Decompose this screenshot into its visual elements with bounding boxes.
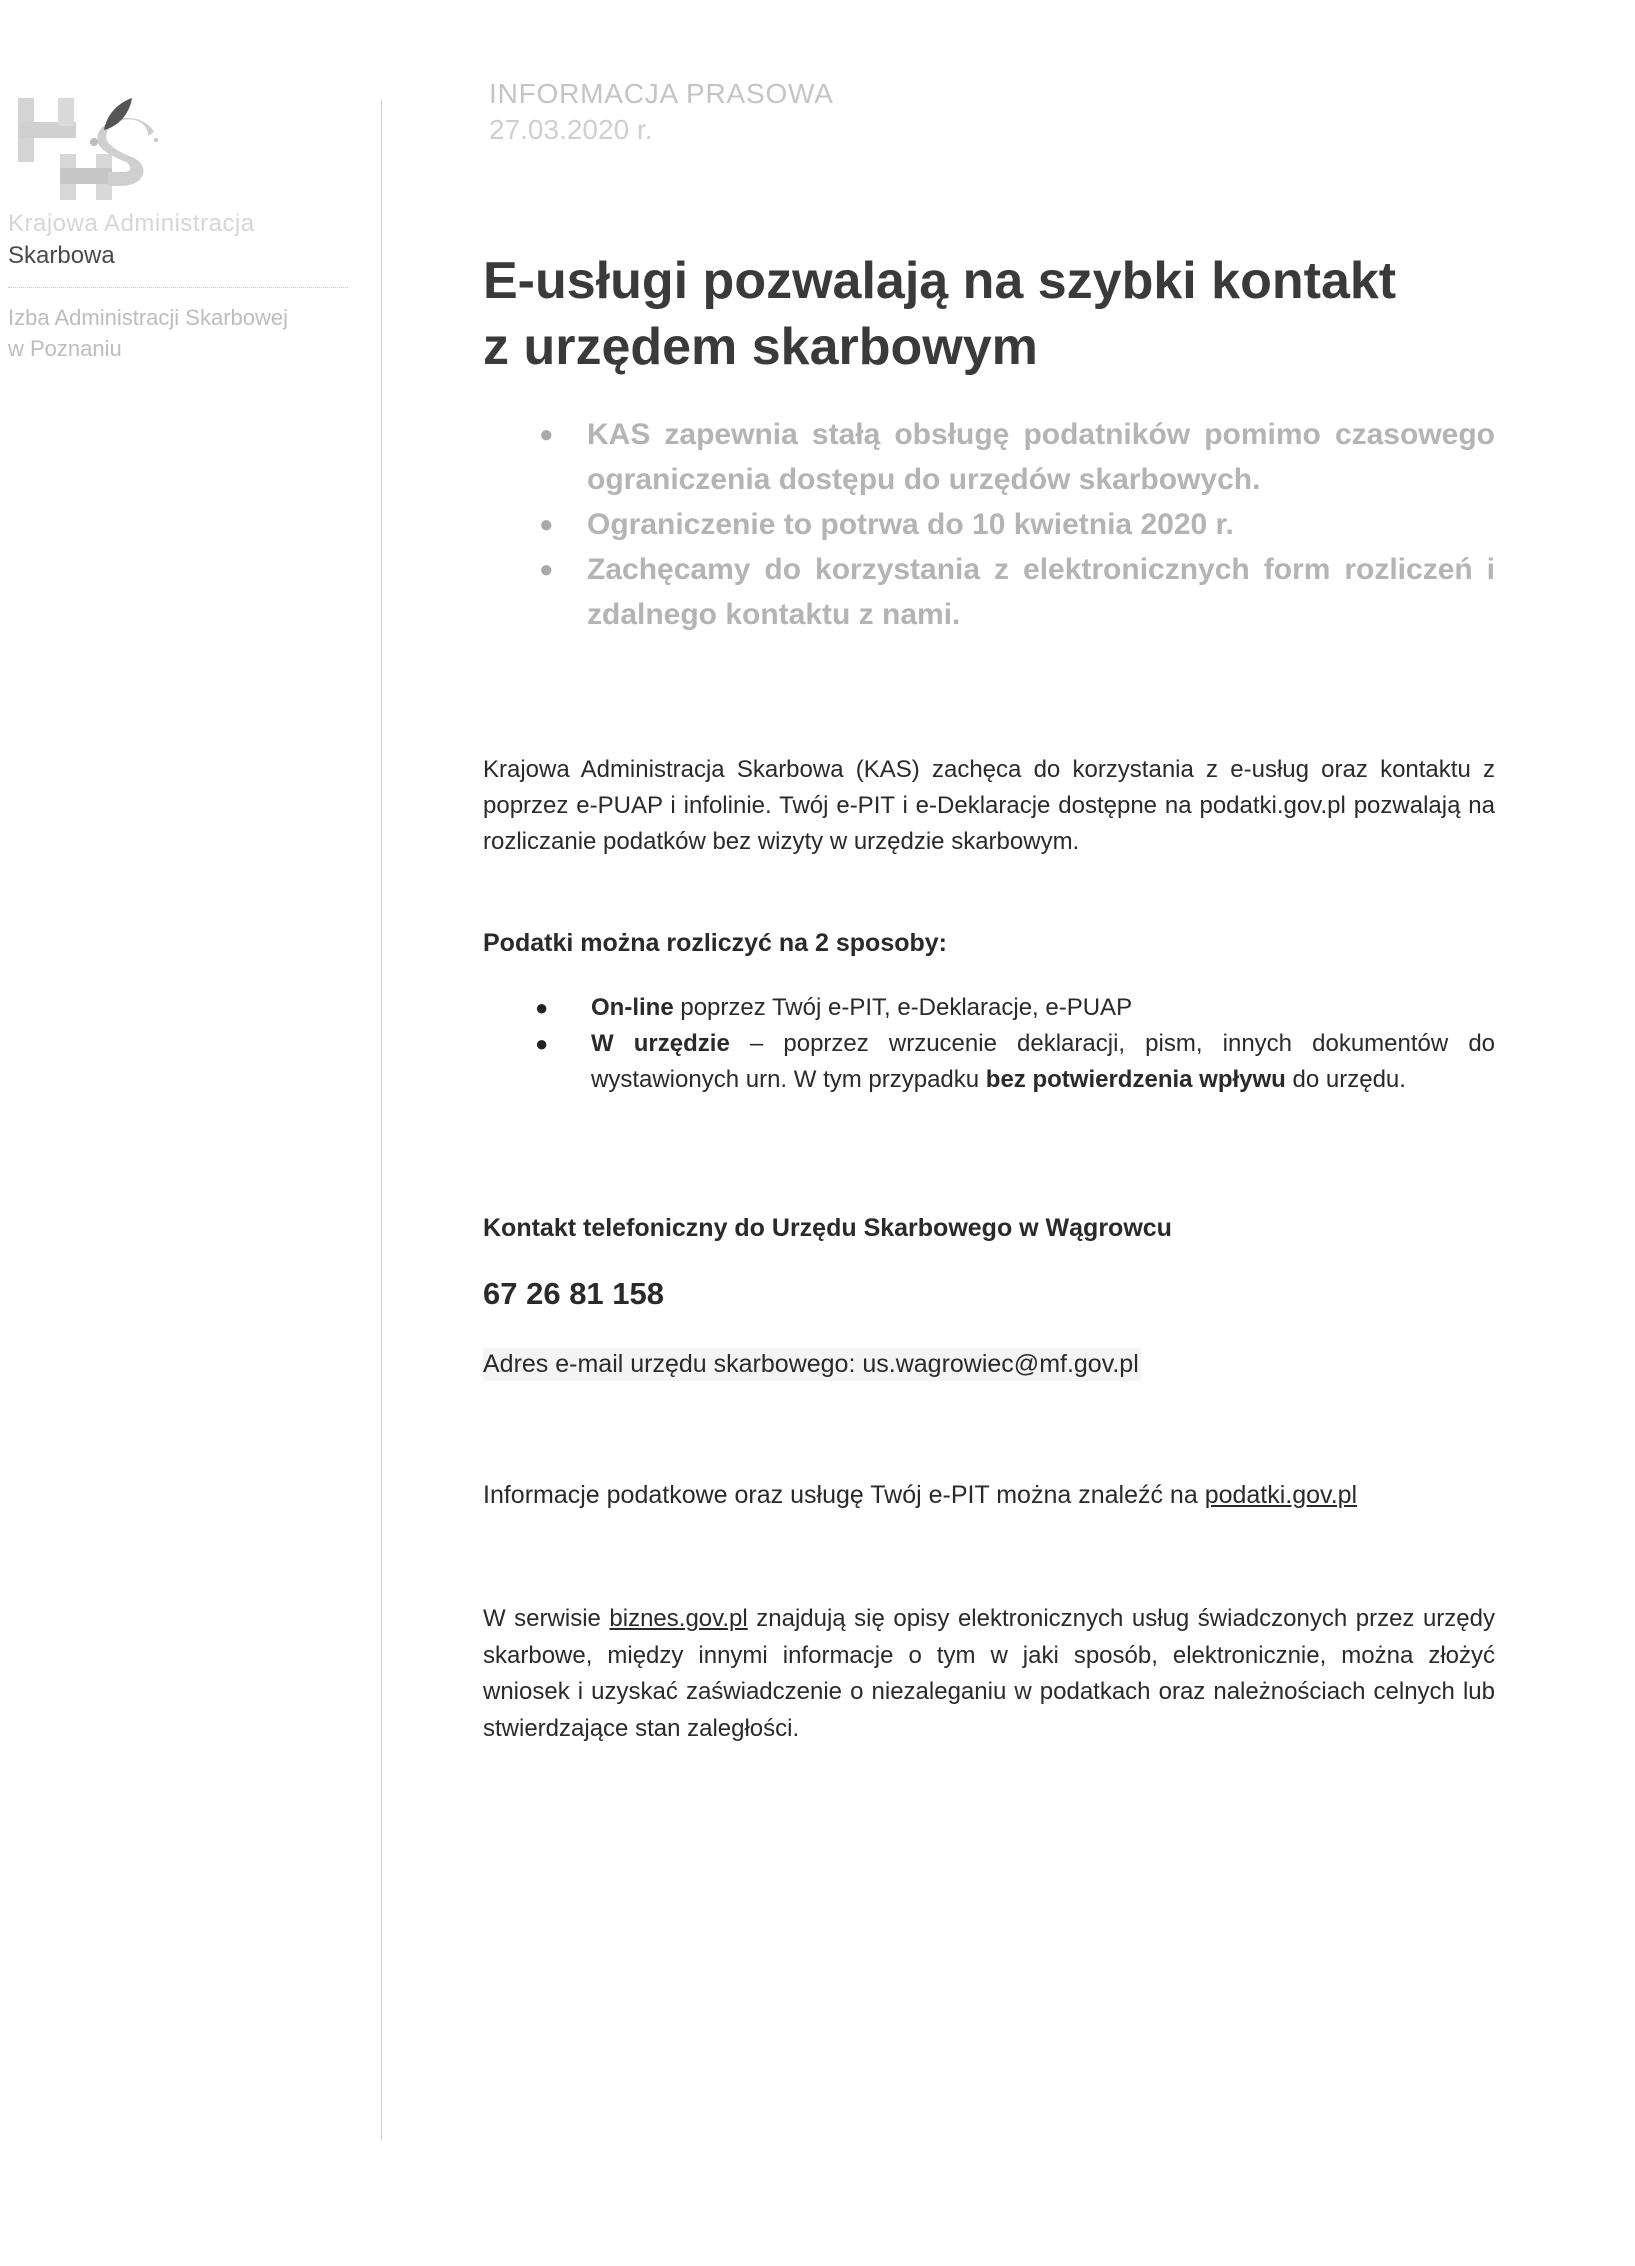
biznes-paragraph — [483, 1601, 1495, 1747]
org-name-line2: Skarbowa — [8, 242, 115, 269]
bullet-icon: ● — [535, 995, 549, 1020]
info-line — [483, 1481, 1357, 1510]
highlight-item — [539, 547, 1495, 637]
methods-heading: Podatki można rozliczyć na 2 sposoby: — [483, 929, 948, 957]
phone-number: 67 26 81 158 — [483, 1276, 665, 1311]
method-item-office — [535, 1026, 1495, 1098]
vertical-divider — [381, 100, 382, 2140]
page-title — [483, 248, 1495, 380]
title-line1: E-usługi pozwalają na szybki kontakt — [483, 252, 1397, 310]
bullet-icon: ● — [535, 1031, 549, 1056]
methods-list — [535, 990, 1495, 1098]
biznes-text: znajdują się opisy elektronicznych usług świadczonych przez urzędy skarbowe, między innymi informacje o tym w jaki sposób, elektronicznie, można złożyć wniosek i uzyskać zaświadczenie o niezaleganiu w podatkach oraz należnościach celnych lub stwierdzające stan zaległości. — [483, 1605, 1495, 1742]
method-text: poprzez Twój e-PIT, e-Deklaracje, e-PUAP — [673, 994, 1133, 1021]
highlights-list — [539, 412, 1495, 637]
method-text: – poprzez wrzucenie deklaracji, pism, innych dokumentów do wystawionych urn. W tym przypadku — [591, 1030, 1496, 1093]
kas-logo — [8, 96, 178, 200]
chamber-name-line1: Izba Administracji Skarbowej — [8, 305, 289, 330]
email-line — [483, 1348, 1141, 1381]
bullet-icon: ● — [539, 421, 554, 448]
method-item-online — [535, 990, 1495, 1026]
release-date: 27.03.2020 r. — [489, 114, 653, 145]
highlight-item — [539, 502, 1495, 547]
info-text: Informacje podatkowe oraz usługę Twój e-PIT można znaleźć na — [483, 1481, 1205, 1509]
title-line2: z urzędem skarbowym — [483, 318, 1038, 376]
press-label: INFORMACJA PRASOWA — [489, 78, 834, 109]
chamber-name — [8, 302, 288, 364]
highlight-text: Zachęcamy do korzystania z elektronicznych form rozliczeń i zdalnego kontaktu z nami. — [587, 553, 1495, 631]
method-label: W urzędzie — [591, 1030, 730, 1057]
method-emphasis: bez potwierdzenia wpływu — [985, 1066, 1286, 1093]
chamber-name-line2: w Poznaniu — [8, 336, 122, 361]
podatki-link[interactable]: podatki.gov.pl — [1204, 1481, 1358, 1509]
letterhead-sidebar — [0, 0, 380, 2266]
org-name-line1: Krajowa Administracja — [8, 210, 255, 237]
highlight-text: KAS zapewnia stałą obsługę podatników pomimo czasowego ograniczenia dostępu do urzędów skarbowych. — [587, 418, 1495, 496]
bullet-icon: ● — [539, 511, 554, 538]
biznes-prefix: W serwisie — [483, 1605, 610, 1632]
highlight-text: Ograniczenie to potrwa do 10 kwietnia 2020 r. — [587, 508, 1234, 541]
biznes-link[interactable]: biznes.gov.pl — [609, 1605, 748, 1632]
org-divider — [8, 287, 348, 288]
method-label: On-line — [591, 994, 674, 1021]
contact-heading: Kontakt telefoniczny do Urzędu Skarbowego w Wągrowcu — [483, 1214, 1172, 1242]
bullet-icon: ● — [539, 556, 554, 583]
intro-paragraph: Krajowa Administracja Skarbowa (KAS) zachęca do korzystania z e-usług oraz kontaktu z poprzez e-PUAP i infolinie. Twój e-PIT i e-Deklaracje dostępne na podatki.gov.pl pozwalają na rozliczanie podatków bez wizyty w urzędzie skarbowym. — [483, 756, 1495, 855]
method-text-end: do urzędu. — [1285, 1066, 1406, 1093]
highlight-item — [539, 412, 1495, 502]
email-address[interactable]: us.wagrowiec@mf.gov.pl — [862, 1350, 1139, 1378]
email-label: Adres e-mail urzędu skarbowego: — [483, 1350, 863, 1378]
